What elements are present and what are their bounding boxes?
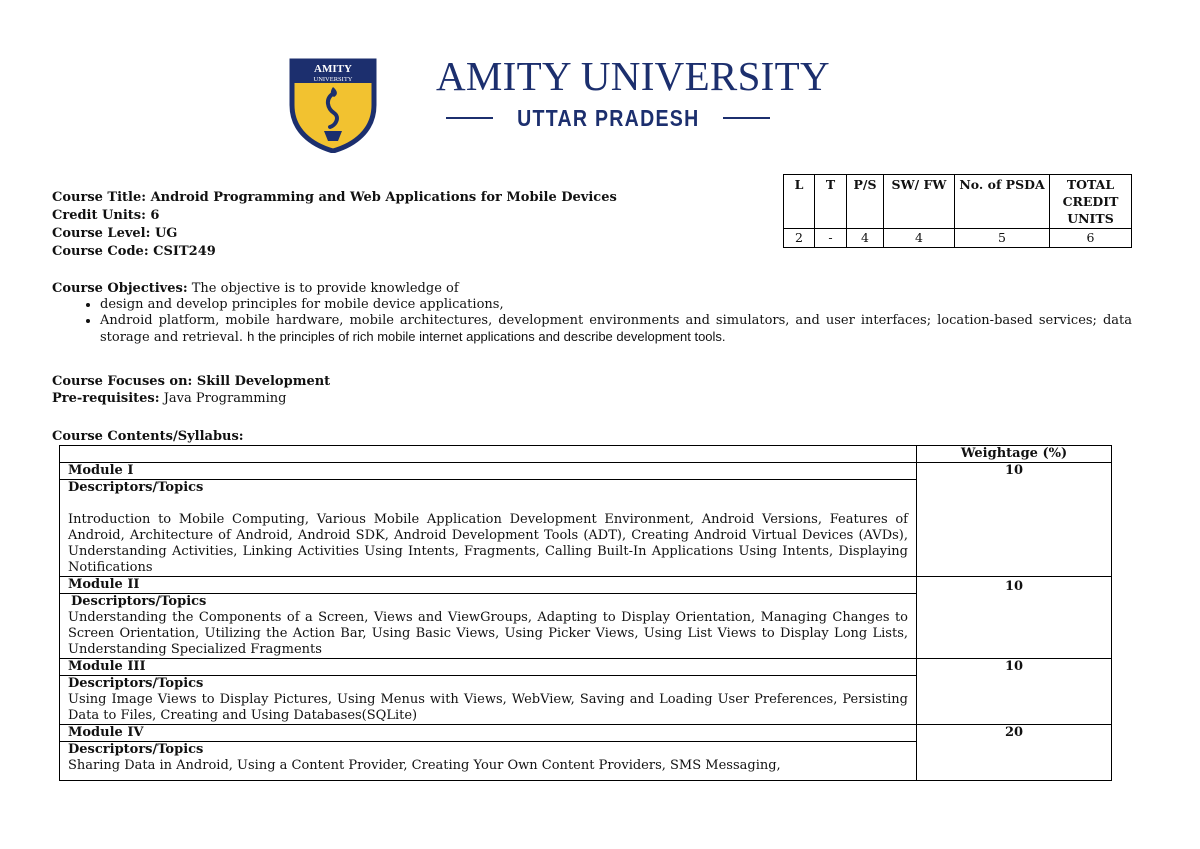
logo-text-top: AMITY — [314, 63, 352, 75]
table-row — [60, 577, 1112, 594]
credit-distribution-table — [783, 174, 1132, 248]
course-level-line — [52, 226, 177, 241]
course-focus-line — [52, 374, 330, 389]
objective-text: Android platform, mobile hardware, mobile architectures, development environments and simulators, and user interfaces; location-based services; data storage and retrieval. — [100, 313, 1132, 345]
course-code-label: Course Code: — [52, 244, 149, 259]
credit-header-cell: No. of PSDA — [955, 175, 1050, 229]
module-name: Module II — [60, 577, 917, 594]
syllabus-table — [59, 445, 1112, 781]
focus-label: Course Focuses on: — [52, 374, 193, 389]
course-code-line — [52, 244, 216, 259]
prerequisites-line — [52, 391, 286, 406]
banner-rule-right — [723, 117, 770, 119]
weightage-header: Weightage (%) — [917, 446, 1112, 463]
module-weight: 10 — [917, 659, 1112, 725]
objective-item — [100, 297, 1132, 313]
objectives-label: Course Objectives: — [52, 281, 188, 296]
course-code-value: CSIT249 — [153, 244, 216, 259]
descriptors-label: Descriptors/Topics — [68, 676, 204, 691]
table-row — [60, 446, 1112, 463]
module-name: Module IV — [60, 725, 917, 742]
credit-header-cell: P/S — [847, 175, 884, 229]
logo-text-bottom: UNIVERSITY — [313, 76, 353, 83]
credit-value-cell: - — [815, 229, 847, 248]
module-topics: Using Image Views to Display Pictures, Using Menus with Views, WebView, Saving and Loading User Preferences, Persisting Data to Files, Creating and Using Databases(SQLite) — [68, 692, 908, 723]
university-logo — [288, 55, 378, 153]
descriptors-label: Descriptors/Topics — [68, 480, 204, 495]
table-row — [60, 659, 1112, 676]
course-title-label: Course Title: — [52, 190, 147, 205]
course-level-label: Course Level: — [52, 226, 151, 241]
syllabus-heading: Course Contents/Syllabus: — [52, 429, 244, 444]
credit-value-cell: 5 — [955, 229, 1050, 248]
descriptors-label: Descriptors/Topics — [71, 594, 207, 609]
prereq-value: Java Programming — [163, 391, 287, 406]
module-topics: Understanding the Components of a Screen, Views and ViewGroups, Adapting to Display Orientation, Managing Changes to Screen Orientation, Utilizing the Action Bar, Using Basic Views, Using Picker Views, Using List Views to Display Long Lists, Understanding Specialized Fragments — [68, 610, 908, 657]
course-title-line — [52, 190, 617, 205]
credit-value-cell: 4 — [884, 229, 955, 248]
course-level-value: UG — [154, 226, 178, 241]
module-name: Module III — [60, 659, 917, 676]
module-descriptors — [60, 480, 917, 577]
objective-text: design and develop principles for mobile device applications, — [100, 297, 504, 312]
focus-value: Skill Development — [196, 374, 331, 389]
credit-header-cell: TOTAL CREDIT UNITS — [1050, 175, 1132, 229]
table-row — [60, 725, 1112, 742]
credit-header-cell: SW/ FW — [884, 175, 955, 229]
credit-value-cell: 2 — [784, 229, 815, 248]
module-topics: Introduction to Mobile Computing, Various Mobile Application Development Environment, Android Versions, Features of Android, Architecture of Android, Android SDK, Android Development Tools (ADT), Creating Android Virtual Devices (AVDs), Understanding Activities, Linking Activities Using Intents, Fragments, Calling Built-In Applications Using Intents, Displaying Notifications — [68, 512, 908, 575]
objective-tail: h the principles of rich mobile internet applications and describe development tools. — [247, 329, 726, 344]
credit-header-cell: T — [815, 175, 847, 229]
objective-item — [100, 313, 1132, 346]
credit-units-label: Credit Units: — [52, 208, 146, 223]
module-descriptors — [60, 676, 917, 725]
module-topics: Sharing Data in Android, Using a Content Provider, Creating Your Own Content Providers, SMS Messaging, — [68, 758, 781, 773]
course-objectives — [52, 281, 1132, 346]
prereq-label: Pre-requisites: — [52, 391, 160, 406]
descriptors-label: Descriptors/Topics — [68, 742, 204, 757]
module-weight: 10 — [917, 577, 1112, 659]
module-name: Module I — [60, 463, 917, 480]
table-header-blank — [60, 446, 917, 463]
credit-units-value: 6 — [150, 208, 160, 223]
module-descriptors — [60, 594, 917, 659]
objectives-list — [52, 297, 1132, 346]
credit-value-cell: 4 — [847, 229, 884, 248]
campus-name: UTTAR PRADESH — [516, 104, 700, 131]
credit-header-cell: L — [784, 175, 815, 229]
spacer — [68, 496, 908, 512]
objectives-intro: The objective is to provide knowledge of — [191, 281, 459, 296]
module-weight: 20 — [917, 725, 1112, 781]
banner-rule-left — [446, 117, 493, 119]
table-row — [60, 463, 1112, 480]
objectives-intro-line — [52, 281, 1132, 297]
campus-banner — [446, 103, 770, 133]
credit-units-line — [52, 208, 159, 223]
course-title-value: Android Programming and Web Applications for Mobile Devices — [150, 190, 617, 205]
university-name: AMITY UNIVERSITY — [436, 53, 830, 99]
module-descriptors — [60, 742, 917, 781]
module-weight: 10 — [917, 463, 1112, 577]
credit-value-cell: 6 — [1050, 229, 1132, 248]
